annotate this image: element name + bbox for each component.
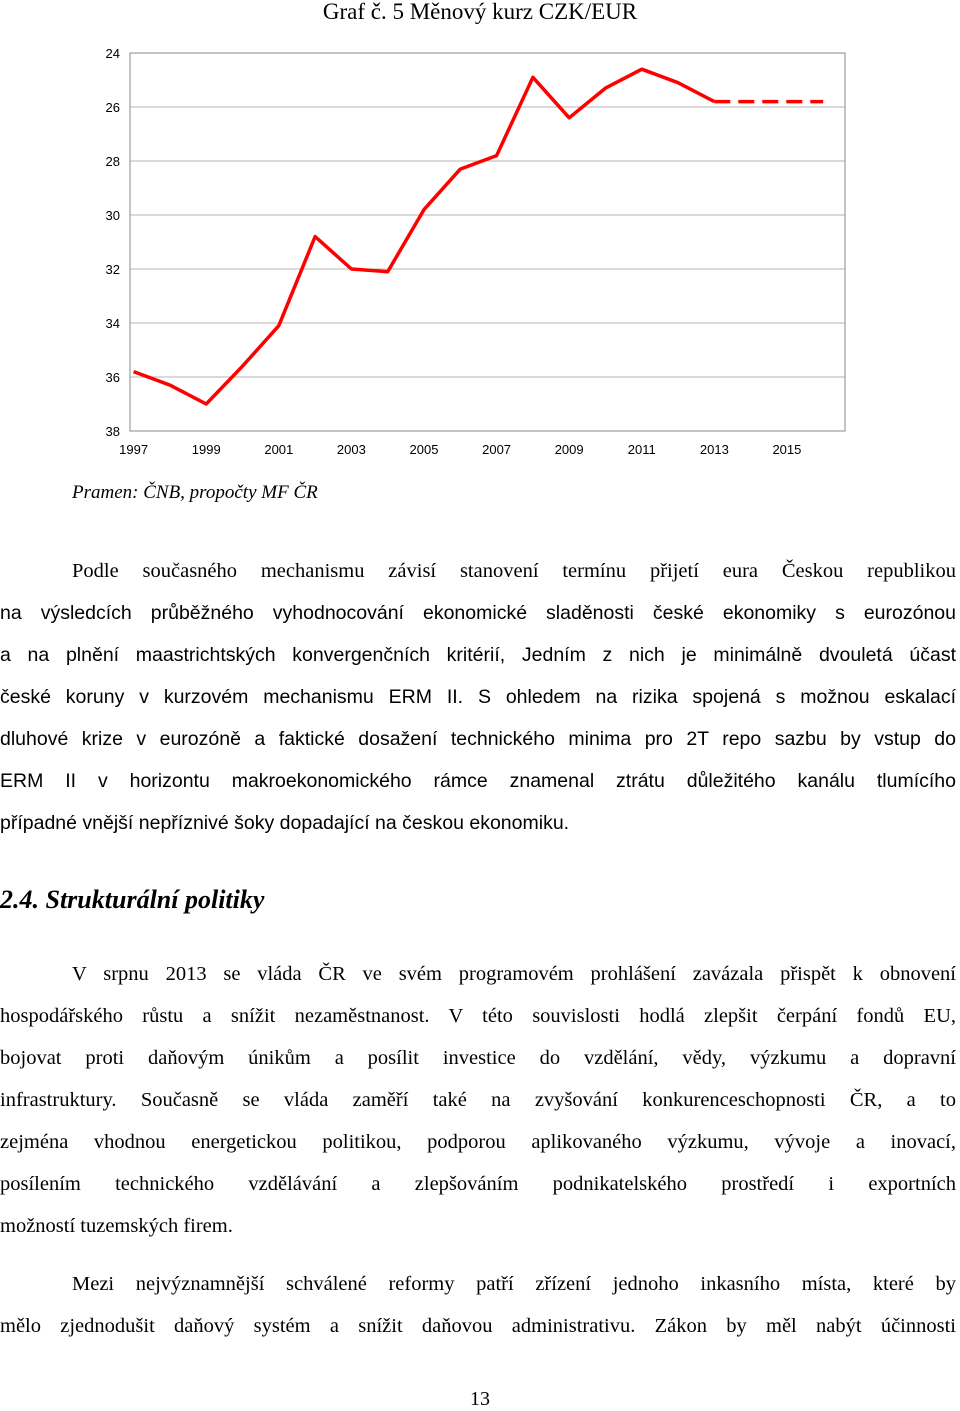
x-tick-label: 2007: [482, 442, 512, 457]
y-tick-label: 34: [105, 316, 120, 331]
text-line: na výsledcích průběžného vyhodnocování ekonomické sladěnosti české ekonomiky s eurozónou: [0, 602, 956, 624]
y-tick-label: 38: [105, 424, 120, 439]
paragraph-euro-adoption: [0, 550, 956, 844]
text-line: infrastruktury. Současně se vláda zaměří také na zvyšování konkurenceschopnosti ČR, a to: [0, 1089, 956, 1111]
chart-title: Graf č. 5 Měnový kurz CZK/EUR: [322, 0, 638, 24]
text-line: dluhové krize v eurozóně a faktické dosažení technického minima pro 2T repo sazbu by vstup do: [0, 728, 956, 750]
plot-border: [130, 53, 845, 431]
y-tick-label: 36: [105, 370, 120, 385]
text-line: bojovat proti daňovým únikům a posílit investice do vzdělání, vědy, výzkumu a dopravní: [0, 1047, 956, 1069]
x-tick-label: 2009: [554, 442, 584, 457]
y-tick-label: 30: [105, 208, 120, 223]
x-tick-label: 1999: [191, 442, 221, 457]
text-line: Mezi nejvýznamnější schválené reformy patří zřízení jednoho inkasního místa, které by: [72, 1273, 956, 1295]
x-tick-label: 1997: [119, 442, 149, 457]
text-line: a na plnění maastrichtských konvergenčních kritérií, Jedním z nich je minimálně dvouletá účast: [0, 644, 956, 666]
text-line: české koruny v kurzovém mechanismu ERM II. S ohledem na rizika spojená s možnou eskalací: [0, 686, 956, 708]
text-line: možností tuzemských firem.: [0, 1215, 233, 1237]
paragraph-reforms: [0, 1263, 956, 1347]
text-line: zejména vhodnou energetickou politikou, podporou aplikovaného výzkumu, vývoje a inovací,: [0, 1131, 956, 1153]
x-tick-label: 2013: [699, 442, 729, 457]
chart-source: Pramen: ČNB, propočty MF ČR: [72, 482, 318, 503]
text-line: V srpnu 2013 se vláda ČR ve svém programovém prohlášení zavázala přispět k obnovení: [72, 963, 956, 985]
y-tick-label: 28: [105, 154, 120, 169]
x-tick-label: 2001: [264, 442, 294, 457]
x-tick-label: 2011: [627, 442, 656, 457]
x-tick-label: 2005: [409, 442, 439, 457]
text-line: případné vnější nepříznivé šoky dopadající na českou ekonomiku.: [0, 812, 570, 834]
exchange-rate-chart: [90, 38, 860, 468]
text-line: posílením technického vzdělávání a zlepšováním podnikatelského prostředí i exportních: [0, 1173, 956, 1195]
text-line: hospodářského růstu a snížit nezaměstnanost. V této souvislosti hodlá zlepšit čerpání fondů EU,: [0, 1005, 956, 1027]
paragraph-structural-policies: [0, 953, 956, 1247]
y-tick-label: 32: [105, 262, 120, 277]
x-tick-label: 2003: [336, 442, 366, 457]
x-tick-label: 2015: [772, 442, 802, 457]
section-heading: 2.4. Strukturální politiky: [0, 885, 265, 914]
exchange-rate-line: [134, 69, 715, 404]
text-line: ERM II v horizontu makroekonomického rámce znamenal ztrátu důležitého kanálu tlumícího: [0, 770, 956, 792]
y-tick-label: 24: [105, 46, 120, 61]
y-tick-label: 26: [105, 100, 120, 115]
page-number: 13: [470, 1388, 490, 1410]
text-line: Podle současného mechanismu závisí stanovení termínu přijetí eura Českou republikou: [72, 560, 956, 582]
text-line: mělo zjednodušit daňový systém a snížit daňovou administrativu. Zákon by měl nabýt účinnosti: [0, 1315, 956, 1337]
